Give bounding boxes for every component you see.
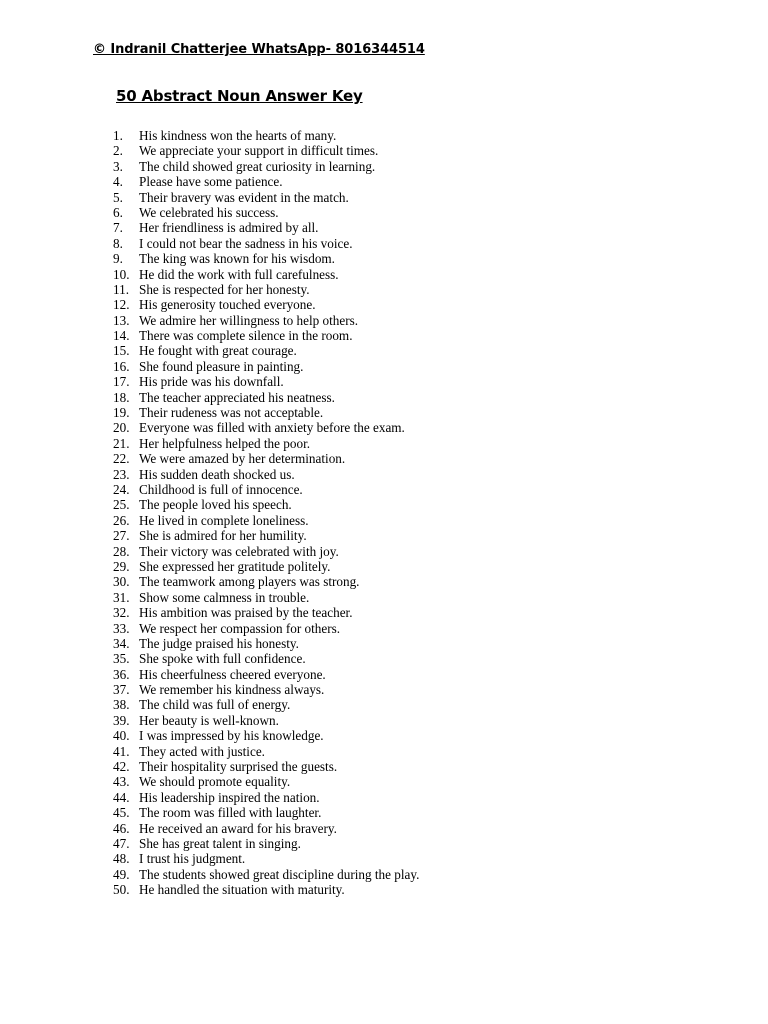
answer-text: They acted with justice. — [139, 743, 265, 759]
answer-item — [113, 744, 419, 759]
answer-item — [113, 882, 419, 897]
answer-item — [113, 467, 419, 482]
answer-text: The students showed great discipline during the play. — [139, 866, 420, 882]
answer-item — [113, 821, 419, 836]
answer-item — [113, 159, 419, 174]
answer-item — [113, 682, 419, 697]
answer-number: 44. — [113, 789, 130, 805]
answer-number: 34. — [113, 635, 130, 651]
answer-item — [113, 390, 419, 405]
answer-item — [113, 359, 419, 374]
answer-text: Childhood is full of innocence. — [139, 481, 303, 497]
answer-number: 11. — [113, 281, 129, 297]
answer-item — [113, 497, 419, 512]
answer-text: She found pleasure in painting. — [139, 358, 304, 374]
answer-number: 41. — [113, 743, 130, 759]
answer-item — [113, 851, 419, 866]
answer-text: She spoke with full confidence. — [139, 651, 306, 667]
answer-number: 15. — [113, 343, 130, 359]
answer-item — [113, 574, 419, 589]
answer-number: 17. — [113, 374, 130, 390]
answer-number: 47. — [113, 835, 130, 851]
answer-number: 9. — [113, 251, 123, 267]
answer-item — [113, 128, 419, 143]
answer-item — [113, 667, 419, 682]
answer-item — [113, 343, 419, 358]
answer-text: Their rudeness was not acceptable. — [139, 405, 324, 421]
answer-item — [113, 513, 419, 528]
answer-number: 23. — [113, 466, 130, 482]
answer-item — [113, 697, 419, 712]
answer-text: I was impressed by his knowledge. — [139, 728, 324, 744]
answer-item — [113, 374, 419, 389]
answer-number: 46. — [113, 820, 130, 836]
answer-number: 29. — [113, 558, 130, 574]
answer-number: 14. — [113, 328, 130, 344]
answer-text: She is admired for her humility. — [139, 528, 307, 544]
answer-number: 27. — [113, 528, 130, 544]
answer-number: 35. — [113, 651, 130, 667]
answer-number: 42. — [113, 759, 130, 775]
answer-text: Their hospitality surprised the guests. — [139, 759, 338, 775]
answer-number: 10. — [113, 266, 130, 282]
answer-text: He lived in complete loneliness. — [139, 512, 309, 528]
answer-item — [113, 405, 419, 420]
answer-number: 25. — [113, 497, 130, 513]
answer-text: Their bravery was evident in the match. — [139, 189, 349, 205]
answer-item — [113, 220, 419, 235]
answer-text: Please have some patience. — [139, 174, 283, 190]
answer-item — [113, 328, 419, 343]
answer-text: We remember his kindness always. — [139, 682, 325, 698]
answer-number: 22. — [113, 451, 130, 467]
answer-text: We celebrated his success. — [139, 204, 279, 220]
answer-item — [113, 528, 419, 543]
answer-number: 30. — [113, 574, 130, 590]
answer-number: 37. — [113, 682, 130, 698]
answer-text: He did the work with full carefulness. — [139, 266, 339, 282]
answer-text: He handled the situation with maturity. — [139, 882, 345, 898]
answer-item — [113, 805, 419, 820]
answer-text: We admire her willingness to help others. — [139, 312, 359, 328]
answer-text: Everyone was filled with anxiety before the exam. — [139, 420, 405, 436]
answer-item — [113, 636, 419, 651]
answer-text: His ambition was praised by the teacher. — [139, 605, 353, 621]
answer-text: The teamwork among players was strong. — [139, 574, 360, 590]
answer-text: We appreciate your support in difficult times. — [139, 143, 379, 159]
answer-text: Her helpfulness helped the poor. — [139, 435, 311, 451]
answer-item — [113, 728, 419, 743]
answer-number: 31. — [113, 589, 130, 605]
answer-text: Her friendliness is admired by all. — [139, 220, 319, 236]
answer-item — [113, 420, 419, 435]
answer-number: 7. — [113, 220, 123, 236]
answer-item — [113, 251, 419, 266]
answer-list — [113, 128, 419, 898]
answer-number: 1. — [113, 128, 123, 143]
answer-number: 2. — [113, 143, 123, 159]
answer-text: He fought with great courage. — [139, 343, 297, 359]
answer-item — [113, 651, 419, 666]
answer-item — [113, 790, 419, 805]
answer-text: She expressed her gratitude politely. — [139, 558, 331, 574]
answer-number: 21. — [113, 435, 130, 451]
answer-text: His kindness won the hearts of many. — [139, 128, 337, 143]
answer-item — [113, 559, 419, 574]
answer-item — [113, 867, 419, 882]
answer-text: He received an award for his bravery. — [139, 820, 337, 836]
answer-item — [113, 313, 419, 328]
answer-item — [113, 282, 419, 297]
answer-text: His cheerfulness cheered everyone. — [139, 666, 326, 682]
answer-number: 33. — [113, 620, 130, 636]
answer-number: 20. — [113, 420, 130, 436]
answer-item — [113, 482, 419, 497]
answer-number: 5. — [113, 189, 123, 205]
answer-number: 26. — [113, 512, 130, 528]
answer-item — [113, 605, 419, 620]
answer-item — [113, 544, 419, 559]
answer-text: She has great talent in singing. — [139, 835, 301, 851]
answer-number: 43. — [113, 774, 130, 790]
answer-number: 3. — [113, 158, 123, 174]
answer-number: 6. — [113, 204, 123, 220]
answer-text: The people loved his speech. — [139, 497, 292, 513]
answer-text: The child showed great curiosity in learning. — [139, 158, 376, 174]
answer-item — [113, 236, 419, 251]
answer-item — [113, 143, 419, 158]
answer-number: 38. — [113, 697, 130, 713]
answer-number: 16. — [113, 358, 130, 374]
copyright-header: © Indranil Chatterjee WhatsApp- 8016344514 — [93, 42, 425, 57]
answer-item — [113, 713, 419, 728]
answer-item — [113, 590, 419, 605]
answer-item — [113, 205, 419, 220]
answer-number: 19. — [113, 405, 130, 421]
answer-text: Her beauty is well-known. — [139, 712, 279, 728]
answer-text: We were amazed by her determination. — [139, 451, 346, 467]
answer-item — [113, 190, 419, 205]
answer-text: The teacher appreciated his neatness. — [139, 389, 335, 405]
answer-number: 8. — [113, 235, 123, 251]
answer-text: I could not bear the sadness in his voice. — [139, 235, 353, 251]
answer-number: 48. — [113, 851, 130, 867]
answer-item — [113, 451, 419, 466]
answer-number: 39. — [113, 712, 130, 728]
answer-number: 45. — [113, 805, 130, 821]
answer-number: 13. — [113, 312, 130, 328]
answer-item — [113, 174, 419, 189]
answer-number: 18. — [113, 389, 130, 405]
answer-item — [113, 774, 419, 789]
answer-text: There was complete silence in the room. — [139, 328, 353, 344]
answer-text: His leadership inspired the nation. — [139, 789, 320, 805]
answer-number: 36. — [113, 666, 130, 682]
answer-text: The judge praised his honesty. — [139, 635, 299, 651]
answer-text: Show some calmness in trouble. — [139, 589, 310, 605]
answer-text: I trust his judgment. — [139, 851, 246, 867]
answer-text: We respect her compassion for others. — [139, 620, 341, 636]
answer-number: 50. — [113, 882, 130, 898]
answer-number: 32. — [113, 605, 130, 621]
answer-text: His pride was his downfall. — [139, 374, 284, 390]
answer-text: We should promote equality. — [139, 774, 291, 790]
answer-number: 12. — [113, 297, 130, 313]
answer-number: 28. — [113, 543, 130, 559]
answer-number: 49. — [113, 866, 130, 882]
answer-text: His generosity touched everyone. — [139, 297, 316, 313]
answer-text: The room was filled with laughter. — [139, 805, 322, 821]
answer-number: 4. — [113, 174, 123, 190]
answer-text: His sudden death shocked us. — [139, 466, 295, 482]
answer-item — [113, 267, 419, 282]
answer-number: 40. — [113, 728, 130, 744]
answer-text: She is respected for her honesty. — [139, 281, 310, 297]
answer-item — [113, 436, 419, 451]
answer-text: Their victory was celebrated with joy. — [139, 543, 339, 559]
answer-item — [113, 297, 419, 312]
answer-text: The king was known for his wisdom. — [139, 251, 335, 267]
answer-item — [113, 759, 419, 774]
page-title: 50 Abstract Noun Answer Key — [116, 87, 363, 105]
answer-item — [113, 621, 419, 636]
answer-number: 24. — [113, 481, 130, 497]
answer-item — [113, 836, 419, 851]
answer-text: The child was full of energy. — [139, 697, 291, 713]
